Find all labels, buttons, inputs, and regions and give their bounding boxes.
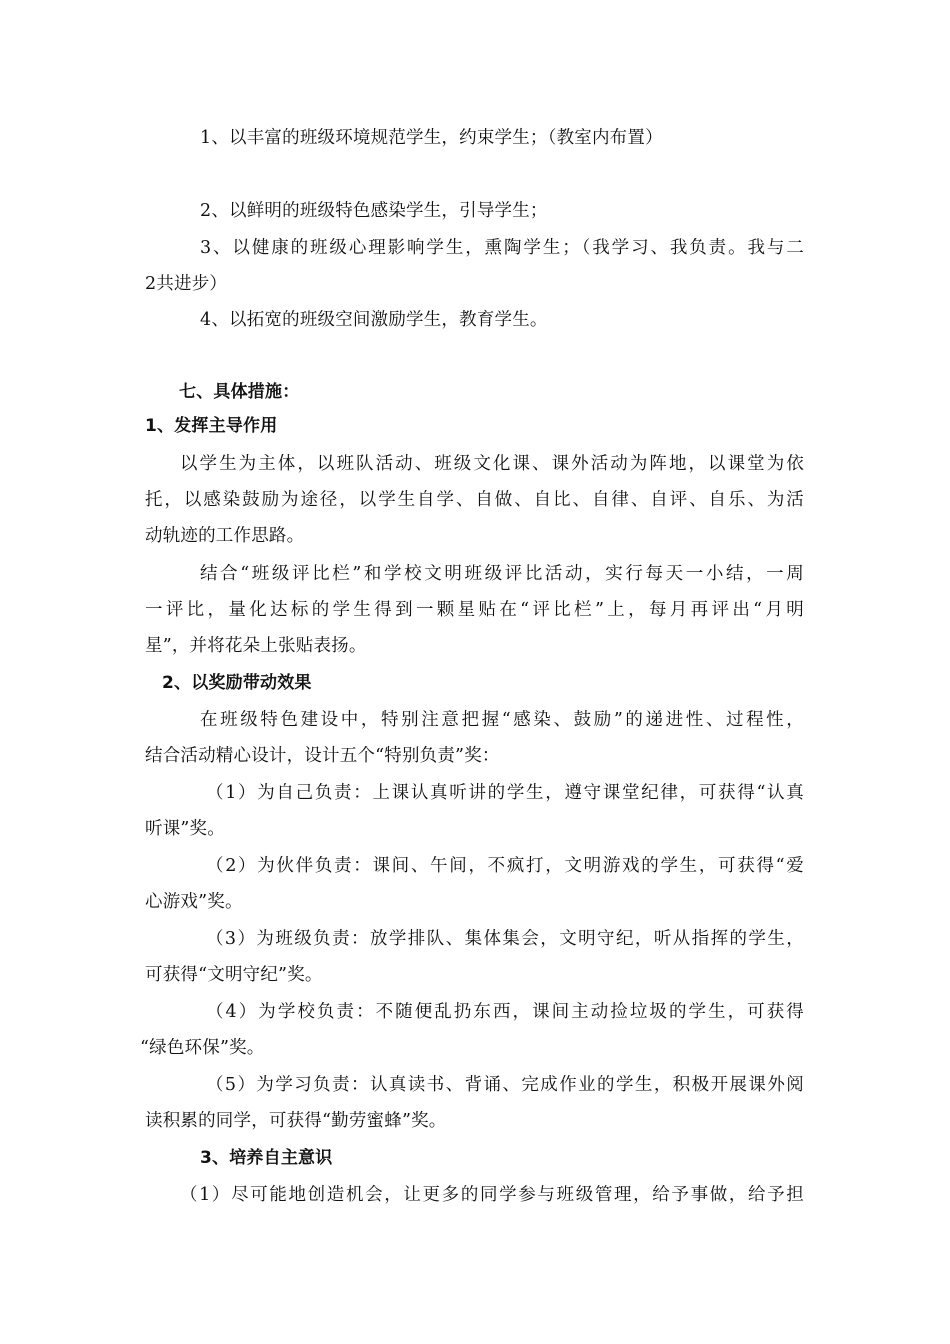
paragraph-1-line-3: 动轨迹的工作思路。 xyxy=(145,526,305,546)
award-1-line-1: （1）为自己负责：上课认真听讲的学生，遵守课堂纪律，可获得“认真 xyxy=(206,783,804,803)
goal-item-3-cont: 2共进步） xyxy=(145,274,228,294)
goal-item-4: 4、以拓宽的班级空间激励学生，教育学生。 xyxy=(200,310,548,330)
paragraph-1-line-1: 以学生为主体，以班队活动、班级文化课、课外活动为阵地，以课堂为依 xyxy=(180,454,804,474)
paragraph-3-line-1: 在班级特色建设中，特别注意把握“感染、鼓励”的递进性、过程性， xyxy=(200,710,804,730)
award-1-line-2: 听课”奖。 xyxy=(145,819,225,839)
goal-item-3: 3、以健康的班级心理影响学生，熏陶学生；（我学习、我负责。我与二 xyxy=(200,238,804,258)
subheading-2: 2、以奖励带动效果 xyxy=(162,673,312,693)
paragraph-2-line-1: 结合“班级评比栏”和学校文明班级评比活动，实行每天一小结，一周 xyxy=(200,564,804,584)
subheading-1: 1、发挥主导作用 xyxy=(145,416,278,436)
goal-item-2: 2、以鲜明的班级特色感染学生，引导学生； xyxy=(200,201,548,221)
award-2-line-2: 心游戏”奖。 xyxy=(145,892,243,912)
paragraph-2-line-2: 一评比，量化达标的学生得到一颗星贴在“评比栏”上，每月再评出“月明 xyxy=(145,600,804,620)
goal-item-1: 1、以丰富的班级环境规范学生，约束学生；（教室内布置） xyxy=(200,128,663,148)
award-2-line-1: （2）为伙伴负责：课间、午间，不疯打，文明游戏的学生，可获得“爱 xyxy=(206,856,804,876)
subheading-3: 3、培养自主意识 xyxy=(200,1148,333,1168)
award-3-line-2: 可获得“文明守纪”奖。 xyxy=(145,965,323,985)
award-4-line-2: “绿色环保”奖。 xyxy=(140,1038,265,1058)
award-4-line-1: （4）为学校负责：不随便乱扔东西，课间主动捡垃圾的学生，可获得 xyxy=(206,1002,804,1022)
paragraph-3-line-2: 结合活动精心设计，设计五个“特别负责”奖： xyxy=(145,746,500,766)
section-heading-7: 七、具体措施： xyxy=(179,382,300,402)
paragraph-2-line-3: 星”，并将花朵上张贴表扬。 xyxy=(145,636,367,656)
award-5-line-2: 读积累的同学，可获得“勤劳蜜蜂”奖。 xyxy=(145,1111,447,1131)
award-3-line-1: （3）为班级负责：放学排队、集体集会，文明守纪，听从指挥的学生， xyxy=(206,929,804,949)
award-5-line-1: （5）为学习负责：认真读书、背诵、完成作业的学生，积极开展课外阅 xyxy=(206,1075,804,1095)
paragraph-1-line-2: 托，以感染鼓励为途径，以学生自学、自做、自比、自律、自评、自乐、为活 xyxy=(145,490,804,510)
item-3-1-line-1: （1）尽可能地创造机会，让更多的同学参与班级管理，给予事做，给予担 xyxy=(180,1185,804,1205)
